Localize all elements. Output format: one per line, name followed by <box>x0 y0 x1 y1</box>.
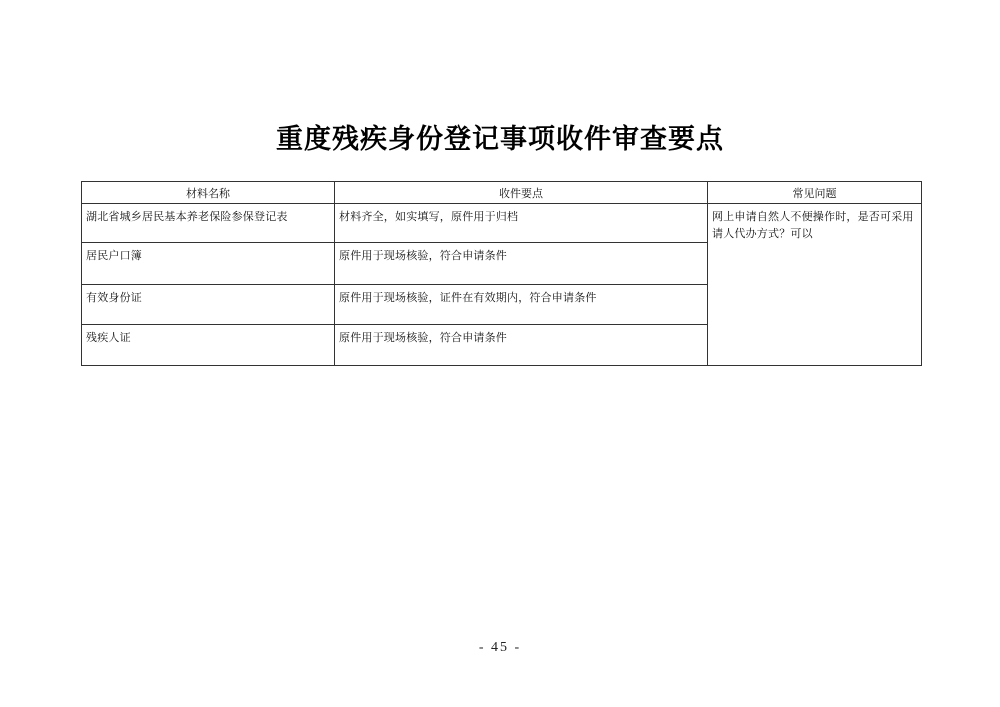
material-cell <box>82 285 335 325</box>
material-cell <box>82 243 335 285</box>
material-name: 湖北省城乡居民基本养老保险参保登记表 <box>86 210 288 223</box>
points-cell <box>335 243 708 285</box>
review-points-table <box>81 181 922 366</box>
common-issue-cell <box>708 204 922 366</box>
table-row <box>82 204 922 243</box>
points-cell <box>335 285 708 325</box>
header-material-name: 材料名称 <box>82 182 335 204</box>
header-key-points: 收件要点 <box>335 182 708 204</box>
key-points: 原件用于现场核验，符合申请条件 <box>339 331 507 344</box>
material-name: 残疾人证 <box>86 331 131 344</box>
points-cell <box>335 325 708 366</box>
header-common-issues: 常见问题 <box>708 182 922 204</box>
material-cell <box>82 204 335 243</box>
key-points: 原件用于现场核验，证件在有效期内，符合申请条件 <box>339 291 597 304</box>
common-issue-text: 网上申请自然人不便操作时，是否可采用请人代办方式？可以 <box>712 210 914 240</box>
material-cell <box>82 325 335 366</box>
points-cell <box>335 204 708 243</box>
material-name: 居民户口簿 <box>86 249 142 262</box>
key-points: 原件用于现场核验，符合申请条件 <box>339 249 507 262</box>
key-points: 材料齐全，如实填写，原件用于归档 <box>339 210 519 223</box>
table-header-row <box>82 182 922 204</box>
page-number: - 45 - <box>478 640 522 655</box>
material-name: 有效身份证 <box>86 291 142 304</box>
document-title: 重度残疾身份登记事项收件审查要点 <box>276 124 724 155</box>
